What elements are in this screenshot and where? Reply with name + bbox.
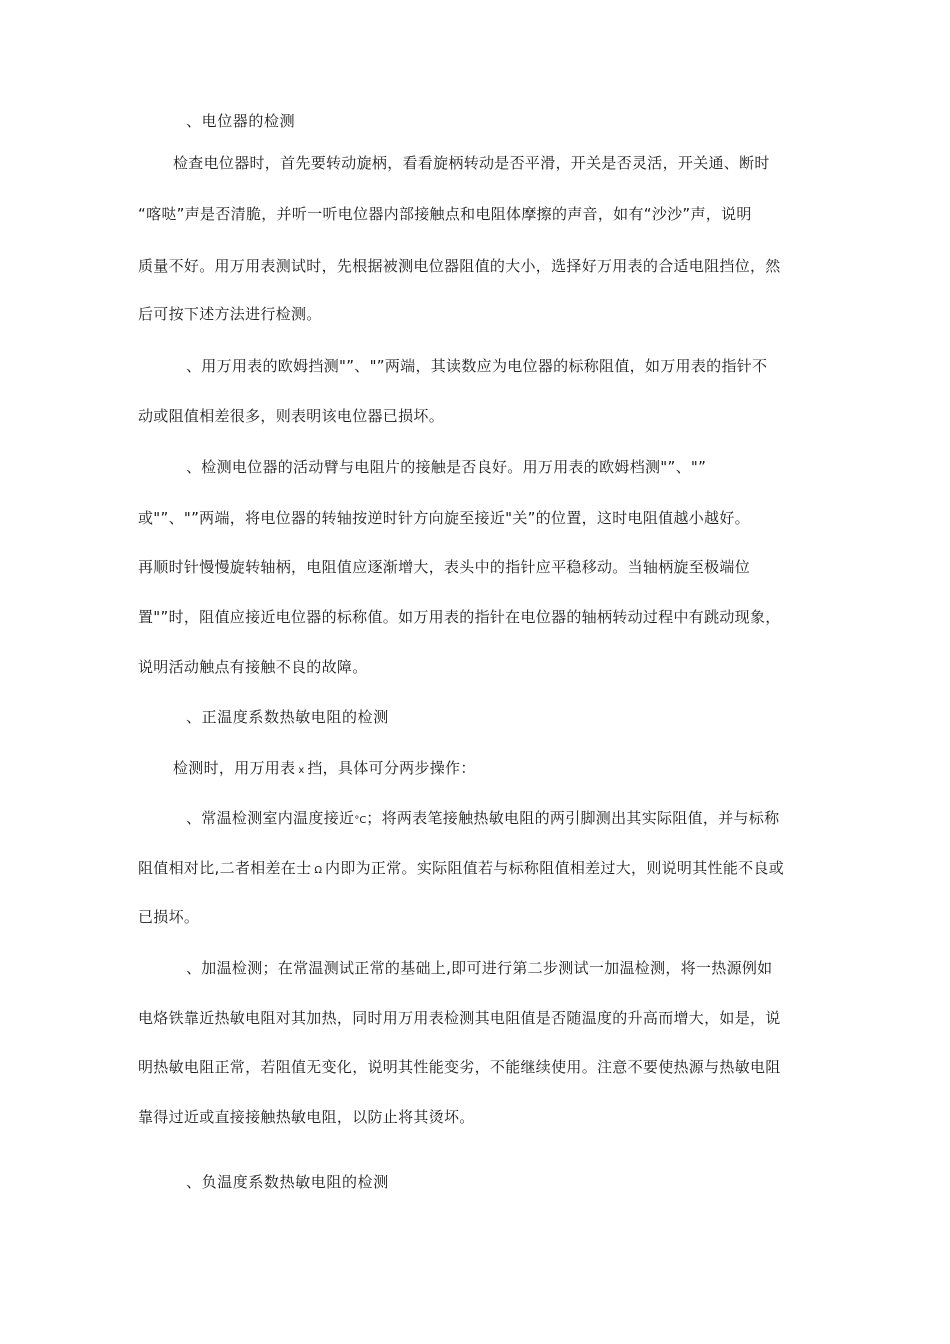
list-item-line: 明热敏电阻正常，若阻值无变化，说明其性能变劣，不能继续使用。注意不要使热源与热敏电阻	[138, 1058, 781, 1076]
paragraph-line: 后可按下述方法进行检测。	[138, 305, 322, 323]
list-item-line	[186, 808, 779, 831]
list-item-line: 已损坏。	[138, 908, 200, 926]
paragraph-line	[173, 758, 476, 781]
list-item-line: 再顺时针慢慢旋转轴柄，电阻值应逐渐增大，表头中的指针应平稳移动。当轴柄旋至极端位	[138, 558, 751, 576]
text-segment: 阻值相对比,二者相差在士	[138, 859, 312, 877]
paragraph-line: 检查电位器时，首先要转动旋柄，看看旋柄转动是否平滑，开关是否灵活，开关通、断时	[173, 154, 770, 172]
section-heading-ptc-thermistor: 、正温度系数热敏电阻的检测	[186, 708, 389, 726]
multiplier-symbol: x	[298, 765, 305, 776]
intro-text: 挡，具体可分两步操作：	[307, 759, 476, 777]
paragraph-line: “喀哒”声是否清脆，并听一听电位器内部接触点和电阻体摩擦的声音，如有“沙沙”声，说明	[138, 205, 752, 223]
list-item-line: 靠得过近或直接接触热敏电阻，以防止将其烫坏。	[138, 1108, 475, 1126]
ohm-unit: Ω	[314, 865, 323, 876]
text-segment: 内即为正常。实际阻值若与标称阻值相差过大，则说明其性能不良或	[325, 859, 785, 877]
list-item-line	[138, 858, 784, 881]
list-item-line: 或"”、"”两端，将电位器的转轴按逆时针方向旋至接近"关”的位置，这时电阻值越小越好。	[138, 509, 750, 527]
text-segment: 、常温检测室内温度接近	[186, 809, 355, 827]
list-item-line: 动或阻值相差很多，则表明该电位器已损坏。	[138, 407, 445, 425]
section-heading-ntc-thermistor: 、负温度系数热敏电阻的检测	[186, 1173, 389, 1191]
list-item-line: 、检测电位器的活动臂与电阻片的接触是否良好。用万用表的欧姆档测"”、"”	[186, 458, 707, 476]
list-item-line: 电烙铁靠近热敏电阻对其加热，同时用万用表检测其电阻值是否随温度的升高而增大，如是，说	[138, 1009, 781, 1027]
text-segment: ；将两表笔接触热敏电阻的两引脚测出其实际阻值，并与标称	[366, 809, 780, 827]
intro-text: 检测时，用万用表	[173, 759, 296, 777]
list-item-line: 置"”时，阻值应接近电位器的标称值。如万用表的指针在电位器的轴柄转动过程中有跳动现象，	[138, 608, 781, 626]
celsius-unit: °C	[354, 815, 367, 826]
list-item-line: 、用万用表的欧姆挡测"”、"”两端，其读数应为电位器的标称阻值，如万用表的指针不	[186, 357, 768, 375]
list-item-line: 说明活动触点有接触不良的故障。	[138, 658, 368, 676]
list-item-line: 、加温检测；在常温测试正常的基础上,即可进行第二步测试一加温检测，将一热源例如	[186, 959, 773, 977]
paragraph-line: 质量不好。用万用表测试时，先根据被测电位器阻值的大小，选择好万用表的合适电阻挡位，然	[138, 257, 781, 275]
section-heading-potentiometer: 、电位器的检测	[186, 112, 296, 130]
